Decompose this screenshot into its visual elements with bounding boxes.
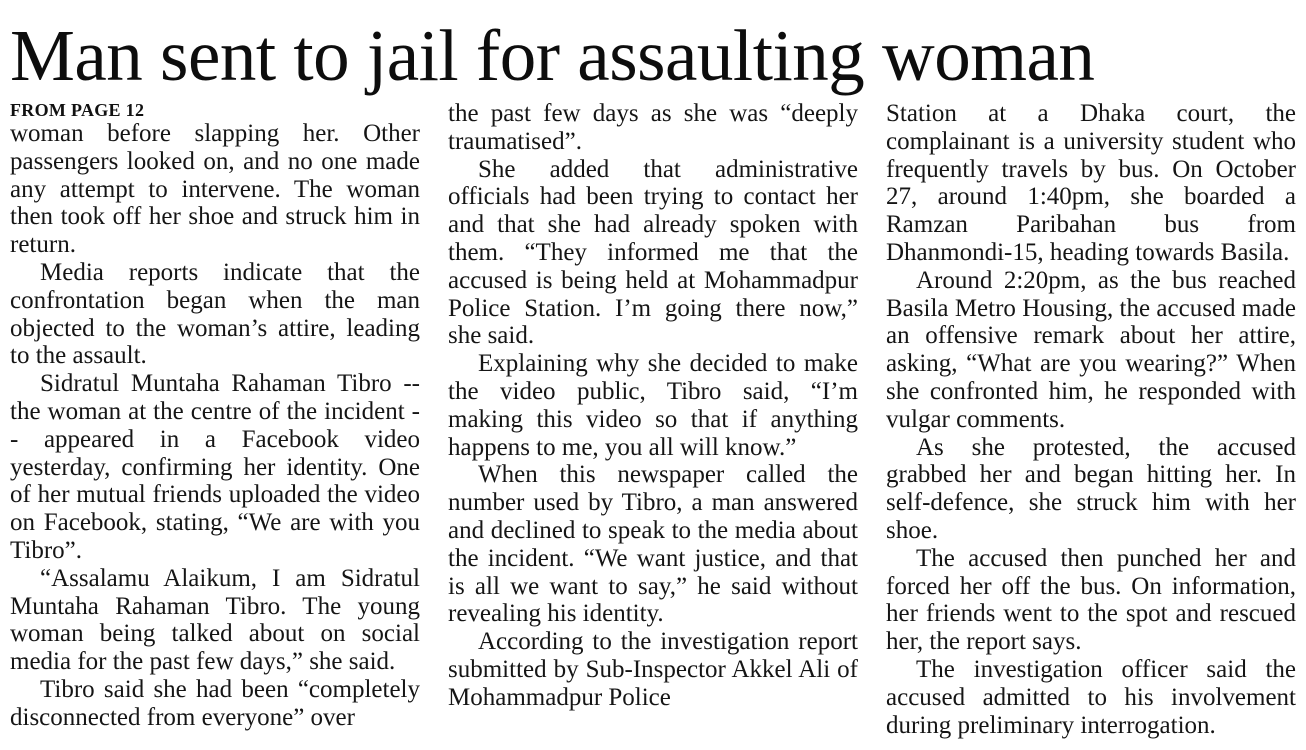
paragraph: When this newspaper called the number used by Tibro, a man answered and declined to speak to the media about the incident. “We want justice, and that is all we want to say,” he said without revealing his identity. (448, 461, 858, 628)
paragraph: Around 2:20pm, as the bus reached Basila Metro Housing, the accused made an offensive remark about her attire, asking, “What are you wearing?” When she confronted him, he responded with vulgar comments. (886, 266, 1296, 433)
paragraph: Station at a Dhaka court, the complainant is a university student who frequently travels by bus. On October 27, around 1:40pm, she boarded a Ramzan Paribahan bus from Dhanmondi-15, heading towards Basila. (886, 100, 1296, 266)
paragraph: She added that administrative officials had been trying to contact her and that she had already spoken with them. “They informed me that the accused is being held at Mohammadpur Police Station. I’m going there now,” she said. (448, 155, 858, 350)
paragraph: According to the investigation report submitted by Sub-Inspector Akkel Ali of Mohammadpur Police (448, 628, 858, 711)
paragraph: The investigation officer said the accused admitted to his involvement during preliminary interrogation. (886, 655, 1296, 739)
paragraph: “Assalamu Alaikum, I am Sidratul Muntaha Rahaman Tibro. The young woman being talked about on social media for the past few days,” she said. (10, 564, 420, 676)
article-column-3 (886, 100, 1296, 750)
paragraph: Media reports indicate that the confrontation began when the man objected to the woman’s attire, leading to the assault. (10, 258, 420, 370)
paragraph: As she protested, the accused grabbed her and began hitting her. In self-defence, she struck him with her shoe. (886, 433, 1296, 544)
paragraph: Sidratul Muntaha Rahaman Tibro -- the woman at the centre of the incident -- appeared in a Facebook video yesterday, confirming her identity. One of her mutual friends uploaded the video on Facebook, stating, “We are with you Tibro”. (10, 370, 420, 564)
headline: Man sent to jail for assaulting woman (10, 15, 1095, 96)
article-column-2 (448, 100, 858, 750)
paragraph: woman before slapping her. Other passengers looked on, and no one made any attempt to intervene. The woman then took off her shoe and struck him in return. (10, 120, 420, 259)
jump-label: FROM PAGE 12 (10, 100, 145, 120)
paragraph: Explaining why she decided to make the video public, Tibro said, “I’m making this video so that if anything happens to me, you all will know.” (448, 350, 858, 461)
paragraph: Tibro said she had been “completely disconnected from everyone” over (10, 675, 420, 731)
paragraph: the past few days as she was “deeply traumatised”. (448, 100, 858, 155)
article-column-1 (10, 100, 420, 750)
paragraph: The accused then punched her and forced her off the bus. On information, her friends went to the spot and rescued her, the report says. (886, 544, 1296, 656)
